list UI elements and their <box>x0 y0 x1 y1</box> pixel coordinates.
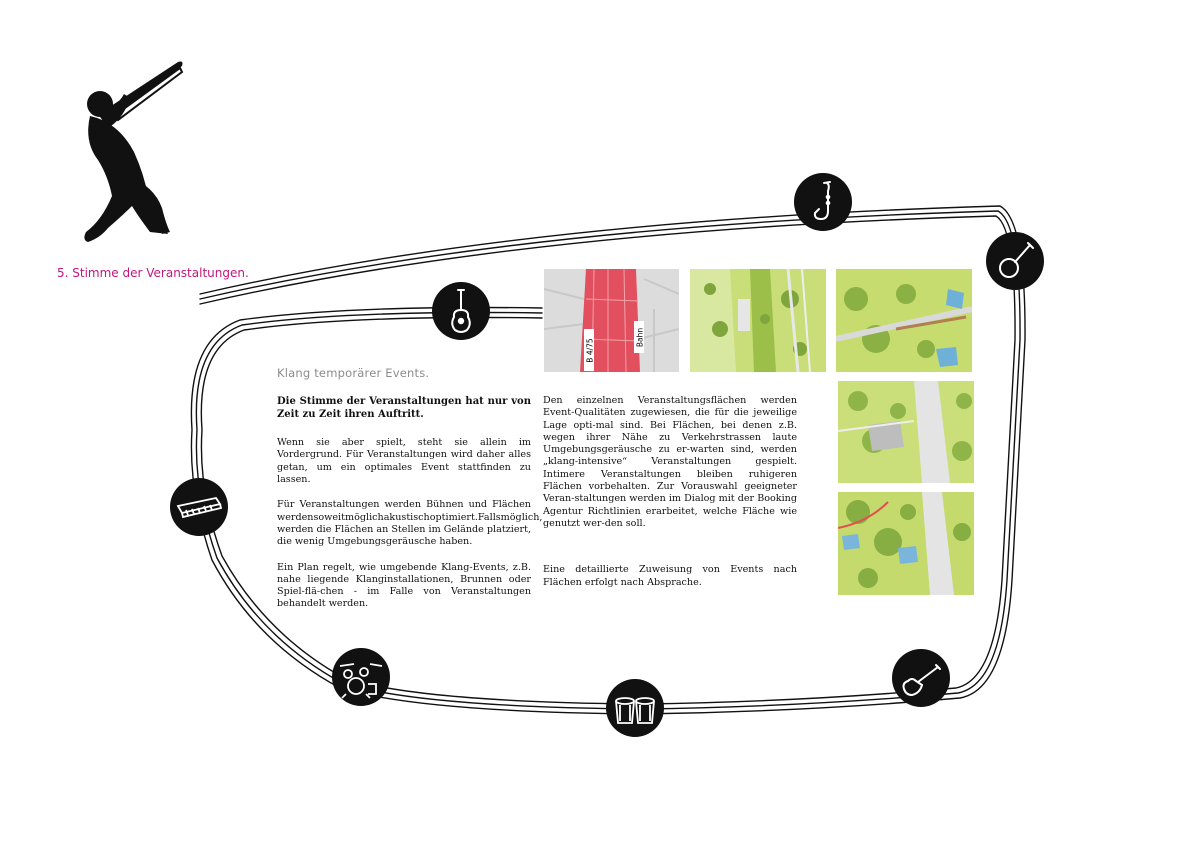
banjo-icon <box>986 232 1044 290</box>
drum-kit-icon <box>332 648 390 706</box>
rail-label: Bahn <box>635 327 645 348</box>
body-paragraph: Den einzelnen Veranstaltungsflächen werden Event-Qualitäten zugewiesen, die für die jeweilige Lage opti-mal sind. Bei Flächen, bei denen z.B. wegen ihrer Nähe zu Verkehrstrassen laute Umgebungsgeräusche zu er-warten sind, werden „klang-intensive“ Veranstaltungen gespielt. Intimere Veranstaltungen bleiben ruhigeren Flächen vorbehalten. Zur Vorauswahl geeigneter Veran-staltungen werden im Dialog mit der Booking Agentur Richtlinien erarbeitet, welche Fläche wie genutzt wer-den soll. <box>543 395 797 529</box>
right-text-column <box>543 395 797 602</box>
map-thumbnail-corridor <box>544 269 679 372</box>
body-paragraph: Wenn sie aber spielt, steht sie allein im Vordergrund. Für Veranstaltungen wird daher alles getan, um ein optimales Event stattfinden zu lassen. <box>277 437 531 486</box>
body-paragraph: Ein Plan regelt, wie umgebende Klang-Events, z.B. nahe liegende Klanginstallationen, Brunnen oder Spiel-flä-chen - im Falle von Veranstaltungen behandelt werden. <box>277 561 531 610</box>
bongo-drums-icon <box>606 679 664 737</box>
map-thumbnail-park-north <box>690 269 826 372</box>
body-paragraph: Eine detaillierte Zuweisung von Events nach Flächen erfolgt nach Absprache. <box>543 564 797 588</box>
road-label: B 4/75 <box>585 338 595 363</box>
map-thumbnail-park-east <box>836 269 972 372</box>
map-thumbnail-water-park <box>838 492 974 595</box>
section-title: 5. Stimme der Veranstaltungen. <box>57 266 249 280</box>
left-text-column <box>277 396 543 624</box>
acoustic-guitar-icon <box>432 282 490 340</box>
section-subtitle: Klang temporärer Events. <box>277 366 430 380</box>
body-paragraph: Für Veranstaltungen werden Bühnen und Flächen werdensoweitmöglichakustischoptimiert.Fallsmöglich, werden die Flächen an Stellen im Gelände platziert, die wenig Umgebungsgeräusche haben. <box>277 499 543 548</box>
harmonica-icon <box>170 478 228 536</box>
saxophone-icon <box>794 173 852 231</box>
map-thumbnail-rail-zone <box>838 381 974 483</box>
electric-guitar-icon <box>892 649 950 707</box>
trombone-player-silhouette-icon <box>78 56 188 246</box>
lead-paragraph: Die Stimme der Veranstaltungen hat nur von Zeit zu Zeit ihren Auftritt. <box>277 396 531 420</box>
